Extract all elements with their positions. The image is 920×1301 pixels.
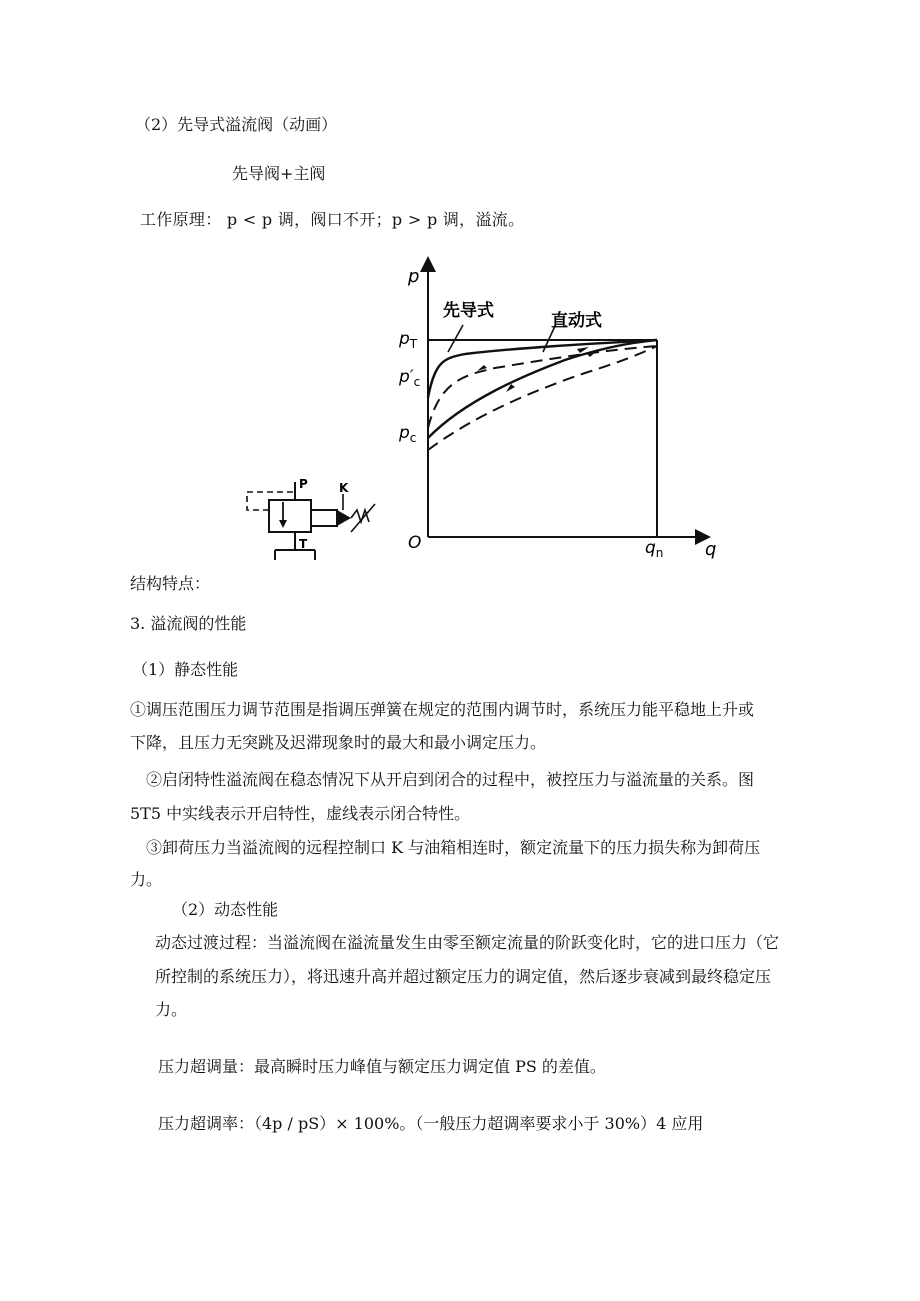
- pT-label: $p_T$: [399, 329, 418, 351]
- relief-valve-symbol: [247, 477, 375, 560]
- item3-line1: ③卸荷压力当溢流阀的远程控制口 K 与油箱相连时，额定流量下的压力损失称为卸荷压: [146, 838, 761, 857]
- principle-line: 工作原理： p < p 调，阀口不开；p > p 调，溢流。: [140, 210, 525, 229]
- static-performance-heading: （1）静态性能: [132, 660, 239, 679]
- dynamic-line3: 力。: [155, 1000, 188, 1019]
- curve-label-pilot: 先导式: [443, 301, 494, 321]
- relief-valve-characteristic-figure: [225, 250, 735, 585]
- item1-line2: 下降，且压力无突跳及迟滞现象时的最大和最小调定压力。: [130, 733, 547, 752]
- item2-line1: ②启闭特性溢流阀在稳态情况下从开启到闭合的过程中，被控压力与溢流量的关系。图: [146, 770, 755, 789]
- curve-label-direct: 直动式: [551, 311, 602, 331]
- symbol-K-label: K: [339, 481, 349, 495]
- pilot-leader-line: [448, 325, 463, 352]
- q-axis-label: q: [705, 539, 717, 560]
- pilot-closing-curve: [428, 346, 657, 428]
- pressure-overshoot: 压力超调量：最高瞬时压力峰值与额定压力调定值 PS 的差值。: [158, 1057, 606, 1076]
- item2-line2: 5T5 中实线表示开启特性，虚线表示闭合特性。: [130, 804, 471, 823]
- section-3-heading: 3. 溢流阀的性能: [130, 614, 247, 633]
- composition-line: 先导阀+主阀: [232, 164, 326, 183]
- item3-line2: 力。: [130, 870, 163, 889]
- structure-features: 结构特点：: [130, 574, 211, 593]
- direct-closing-curve: [428, 346, 657, 450]
- dynamic-performance-heading: （2）动态性能: [172, 900, 279, 919]
- heading-pilot-valve: （2）先导式溢流阀（动画）: [135, 115, 338, 134]
- origin-label: O: [408, 533, 422, 553]
- symbol-P-label: P: [299, 477, 308, 491]
- pressure-overshoot-rate: 压力超调率：（4p / pS）× 100%。（一般压力超调率要求小于 30%）4 应用: [158, 1114, 704, 1133]
- pc-prime-label: $p'_c$: [399, 367, 421, 389]
- p-axis-label: p: [408, 266, 420, 287]
- dynamic-line2: 所控制的系统压力），将迅速升高并超过额定压力的调定值，然后逐步衰减到最终稳定压: [155, 967, 772, 986]
- symbol-T-label: T: [299, 537, 308, 551]
- dynamic-line1: 动态过渡过程：当溢流阀在溢流量发生由零至额定流量的阶跃变化时，它的进口压力（它: [155, 933, 780, 952]
- item1-line1: ①调压范围压力调节范围是指调压弹簧在规定的范围内调节时，系统压力能平稳地上升或: [130, 700, 755, 719]
- pc-label: $p_c$: [399, 423, 417, 445]
- qn-label: $q_n$: [645, 538, 664, 560]
